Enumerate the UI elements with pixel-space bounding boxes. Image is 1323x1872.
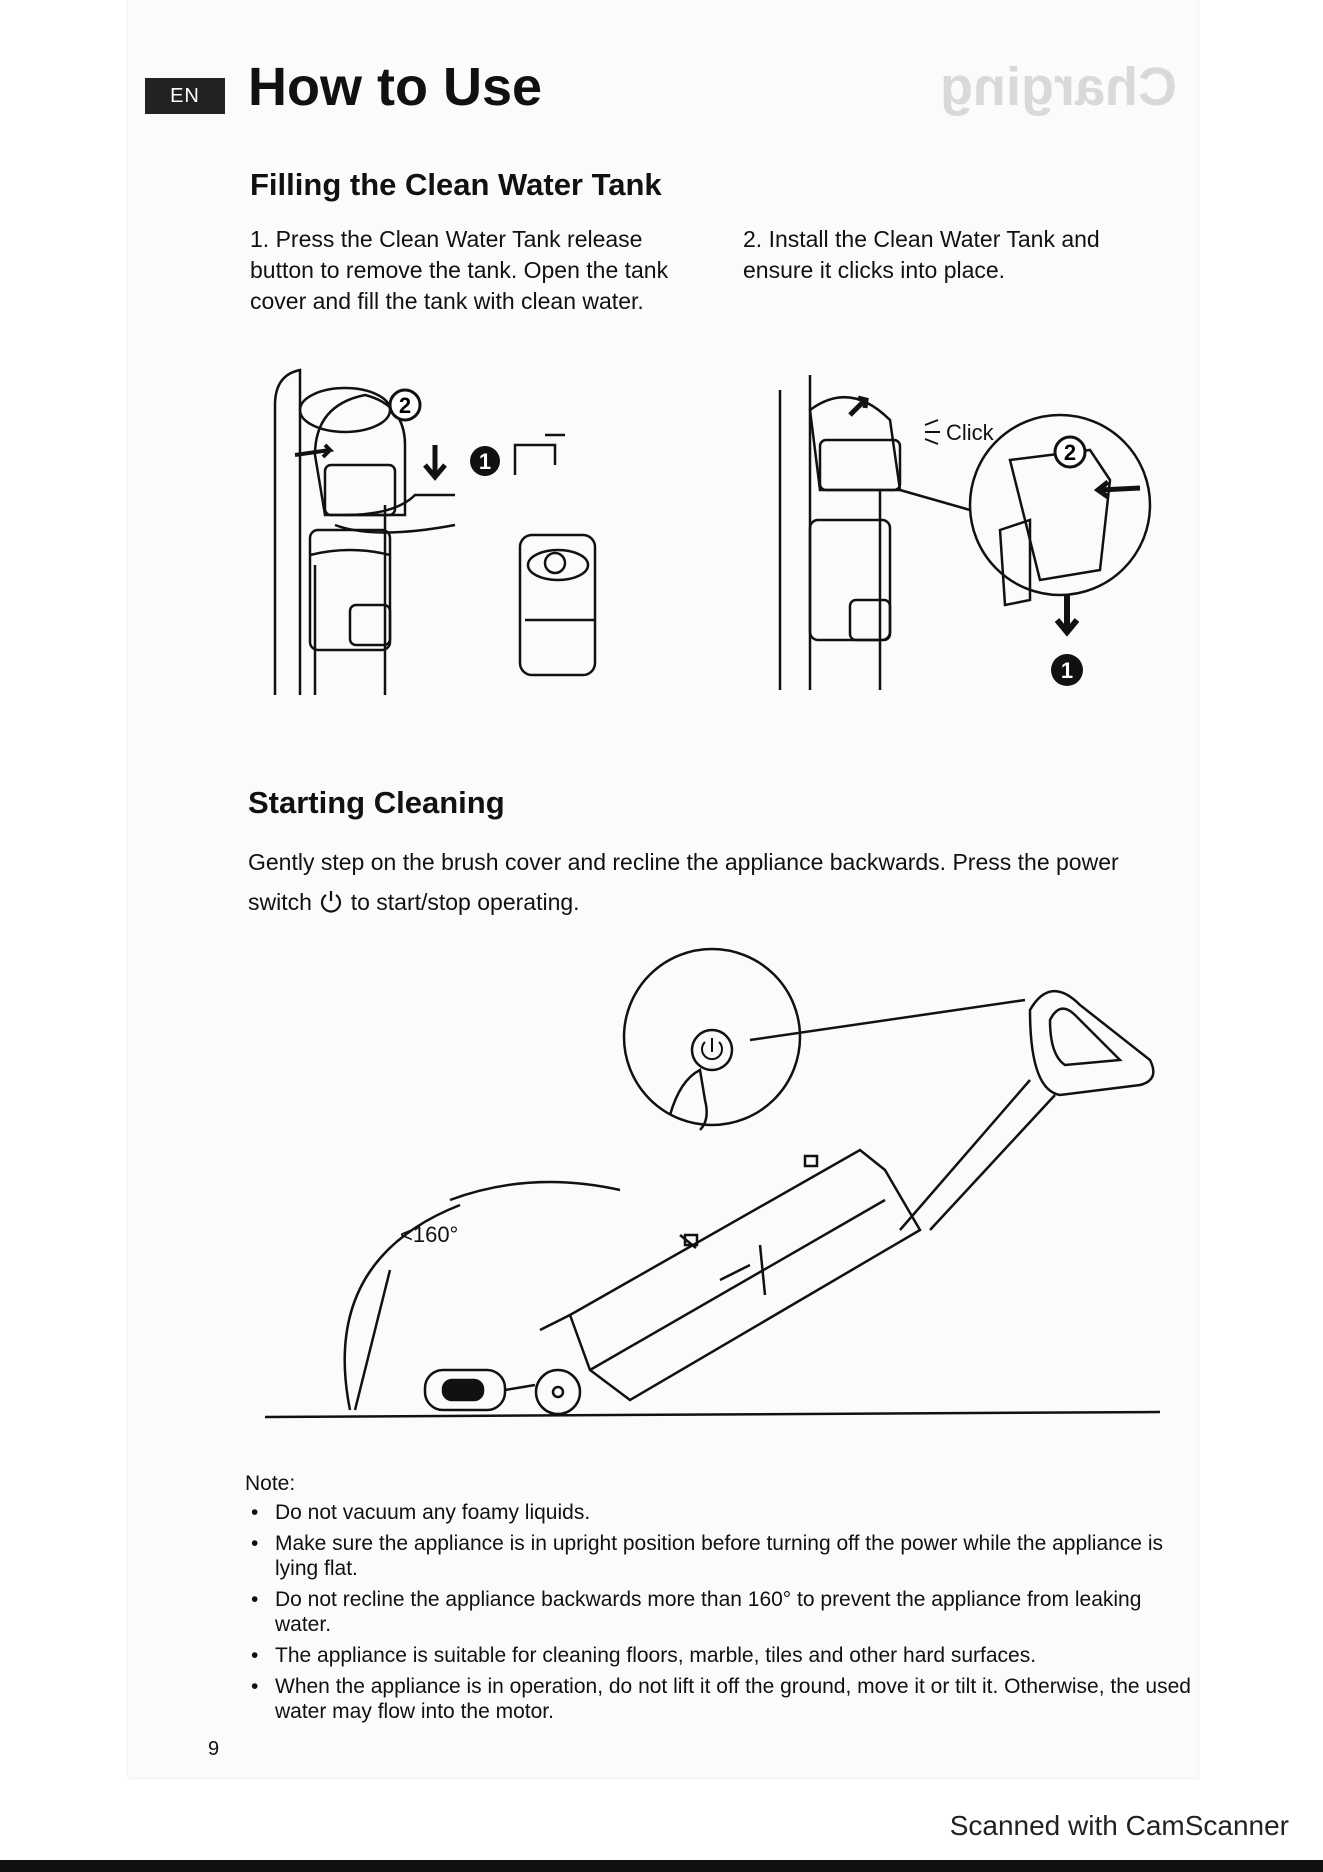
svg-text:1: 1 — [1060, 658, 1074, 683]
badge-step-2-right — [1055, 437, 1085, 467]
power-icon — [318, 889, 344, 915]
page-title: How to Use — [248, 57, 543, 117]
svg-text:1: 1 — [478, 449, 492, 474]
install-tank-illustration — [770, 370, 1180, 700]
filling-step-2: 2. Install the Clean Water Tank and ensure it clicks into place. — [743, 226, 1100, 283]
svg-text:2: 2 — [398, 393, 412, 418]
note-item: • When the appliance is in operation, do not lift it off the ground, move it or tilt it. Otherwise, the used water may flow into the motor. — [245, 1674, 1195, 1724]
note-item: • Make sure the appliance is in upright position before turning off the power while the appliance is lying flat. — [245, 1531, 1195, 1581]
note-item: • Do not recline the appliance backwards more than 160° to prevent the appliance from leaking water. — [245, 1587, 1195, 1637]
bottom-edge-bar — [0, 1860, 1323, 1872]
remove-and-fill-tank-illustration — [255, 365, 675, 695]
note-item: • Do not vacuum any foamy liquids. — [245, 1500, 1195, 1525]
bleed-through-heading: Charging — [940, 57, 1177, 117]
section-title-starting: Starting Cleaning — [248, 785, 505, 820]
click-label: Click — [946, 420, 994, 445]
note-item: • The appliance is suitable for cleaning floors, marble, tiles and other hard surfaces. — [245, 1643, 1195, 1668]
starting-text-a: Gently step on the brush cover and recline the appliance backwards. Press the power switch — [248, 849, 1119, 915]
badge-step-1-right — [1051, 654, 1083, 686]
svg-text:2: 2 — [1063, 440, 1077, 465]
note-list — [245, 1500, 1195, 1730]
language-tag: EN — [145, 78, 225, 114]
filling-step-1: 1. Press the Clean Water Tank release button to remove the tank. Open the tank cover and fill the tank with clean water. — [250, 226, 669, 314]
starting-instructions — [248, 842, 1178, 922]
starting-text-b: to start/stop operating. — [350, 889, 580, 915]
recline-appliance-illustration — [260, 930, 1180, 1430]
page-number: 9 — [208, 1738, 220, 1760]
section-title-filling: Filling the Clean Water Tank — [250, 167, 662, 202]
scanner-watermark: Scanned with CamScanner — [949, 1810, 1289, 1841]
badge-step-2-left — [390, 390, 420, 420]
angle-label: <160° — [400, 1222, 459, 1247]
badge-step-1-left — [425, 445, 500, 477]
note-label: Note: — [245, 1472, 296, 1495]
